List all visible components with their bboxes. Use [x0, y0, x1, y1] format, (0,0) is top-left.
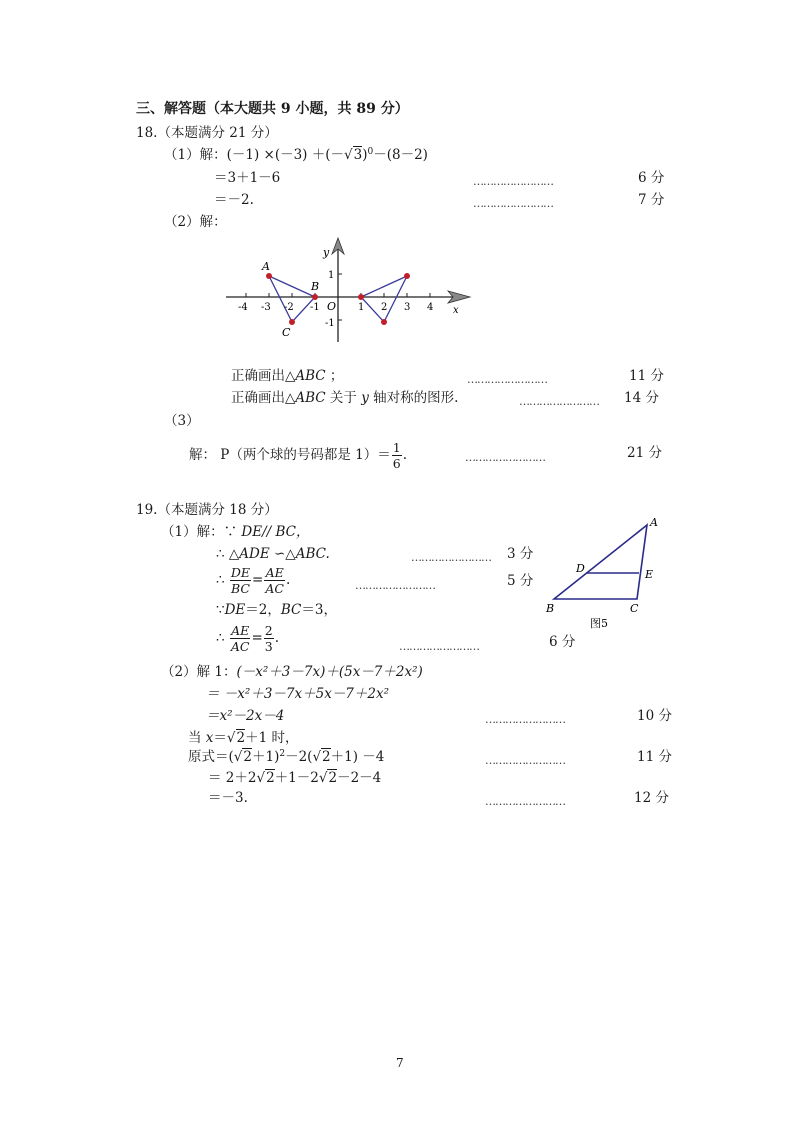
- therefore-symbol: ∴: [216, 571, 225, 588]
- q19-s4-mid: ＝2，: [245, 602, 281, 618]
- q19-s2-pre: ∴ △: [216, 546, 240, 562]
- q19-part2-label: （2）解 1：: [161, 664, 237, 680]
- q19-e5-dots: ……………………: [485, 754, 565, 767]
- vertex-c: [289, 319, 295, 325]
- q18-part3-line: 解： P（两个球的号码都是 1）＝ $\frac{1}{6}$ .: [189, 440, 408, 472]
- q18-draw1-pre: 正确画出△: [231, 368, 296, 384]
- vertex-a: [266, 273, 272, 279]
- origin-label: O: [327, 300, 337, 313]
- q18-draw2-score: 14 分: [624, 390, 659, 406]
- label-b: B: [311, 280, 320, 293]
- q19-e6-mid: ＋1－2: [274, 770, 319, 786]
- q19-e6-sqrt2: 2: [328, 770, 338, 786]
- q19-e5-post: ＋1) －4: [330, 749, 385, 765]
- x-tick-label-3: 3: [404, 302, 411, 313]
- q18-draw2-pre: 正确画出△: [231, 390, 296, 406]
- sqrt-symbol: √: [226, 730, 236, 746]
- y-tick-label-neg1: -1: [325, 318, 335, 329]
- q18-part1-expr-b: ): [362, 147, 368, 163]
- q19-e1: (－x²＋3－7x)＋(5x－7＋2x²): [236, 664, 423, 680]
- fig-label-b: B: [546, 602, 555, 615]
- q18-part1-sqrt: 3: [353, 147, 363, 163]
- q19-s2-abc: ABC.: [295, 546, 330, 562]
- y-axis-label: y: [323, 246, 330, 259]
- q19-e5: [188, 751, 384, 765]
- sqrt-symbol: √: [318, 770, 328, 786]
- section-title: 三、解答题（本大题共 9 小题，共 89 分）: [136, 101, 409, 117]
- q18-draw2-dots: ……………………: [519, 395, 599, 408]
- q19-s5-dots: ……………………: [399, 640, 479, 653]
- q19-s1: DE// BC，: [241, 524, 310, 540]
- q19-e3-dots: ……………………: [485, 713, 565, 726]
- x-tick-label-4: 4: [427, 302, 434, 313]
- vertex-a-reflected: [404, 273, 410, 279]
- q19-s4-bc: BC: [280, 602, 302, 618]
- q19-s3-score: 5 分: [507, 573, 534, 589]
- q18-draw2-post: 轴对称的图形.: [368, 390, 459, 406]
- triangle-abc: [269, 276, 315, 322]
- q18-part3-text: 解： P（两个球的号码都是 1）＝: [189, 446, 391, 463]
- q18-part1-line: [164, 149, 428, 163]
- fraction-denominator: AC: [265, 581, 284, 597]
- q19-s5: ∴ $\frac{AE}{AC}$ = $\frac{2}{3}$ .: [216, 623, 280, 655]
- q19-s4: [216, 604, 337, 618]
- fraction-numerator: DE: [230, 565, 251, 580]
- q19-s5-score: 6 分: [549, 634, 576, 650]
- q18-header: 18.（本题满分 21 分）: [136, 125, 278, 141]
- q18-step2-dots: ……………………: [473, 197, 553, 210]
- q19-e4-eq: ＝: [213, 730, 227, 746]
- q18-draw2-mid: 关于: [325, 390, 362, 406]
- label-a: A: [262, 260, 270, 273]
- q19-e4-sqrt: 2: [236, 730, 246, 746]
- q18-part1-expr-a: (－1) ×(－3) ＋(－: [226, 147, 345, 163]
- q19-fraction-2-3: [264, 624, 274, 653]
- fraction-denominator: AC: [230, 639, 250, 655]
- q18-step2-score: 7 分: [638, 192, 665, 208]
- q19-s4-pre: ∵: [216, 602, 225, 618]
- q19-e4: [188, 732, 299, 746]
- q18-step1-dots: ……………………: [473, 175, 553, 188]
- q19-e5-sup: 2: [279, 749, 286, 759]
- q19-e4-post: ＋1 时，: [245, 730, 299, 746]
- fig-label-c: C: [630, 602, 639, 615]
- q19-s2-dots: ……………………: [411, 551, 491, 564]
- q19-part2-line: [161, 666, 423, 680]
- q18-draw2-abc: ABC: [295, 390, 326, 406]
- q19-e4-pre: 当: [188, 730, 206, 746]
- vertex-b: [312, 294, 318, 300]
- q18-part3-fraction: [392, 441, 402, 470]
- figure-caption: 图5: [590, 617, 608, 630]
- x-tick-label-1: 1: [358, 302, 365, 313]
- q19-part1-line: [161, 526, 309, 540]
- q19-s4-post: ＝3，: [301, 602, 337, 618]
- fraction-denominator: 6: [392, 456, 401, 472]
- q19-e6-pre: ＝ 2＋2: [208, 770, 257, 786]
- q18-draw1-dots: ……………………: [467, 373, 547, 386]
- q19-e6-sqrt1: 2: [266, 770, 275, 786]
- q18-part1-expr-c: －(8－2): [373, 147, 428, 163]
- q19-e6-post: －2－4: [337, 770, 382, 786]
- x-axis-label: x: [453, 305, 459, 316]
- q18-part1-sup: 0: [367, 147, 374, 157]
- sqrt-symbol: √: [233, 749, 243, 765]
- coordinate-graph: [220, 234, 480, 346]
- figure-5-triangle: [540, 514, 670, 634]
- q18-step1-score: 6 分: [638, 170, 665, 186]
- fraction-denominator: 3: [264, 639, 273, 655]
- q19-s3-dots: ……………………: [355, 579, 435, 592]
- triangle-abc-reflected: [361, 276, 407, 322]
- page-number: 7: [396, 1056, 404, 1070]
- q19-e5-mid1: ＋1): [251, 749, 280, 765]
- x-tick-label-m2: -2: [284, 302, 294, 313]
- q19-fraction-ae-ac: [230, 624, 251, 653]
- q18-draw2-y: y: [361, 390, 369, 406]
- fraction-denominator: BC: [230, 581, 250, 597]
- q19-s2: [216, 548, 330, 562]
- y-tick-label-1: 1: [328, 270, 335, 281]
- therefore-symbol: ∴: [216, 629, 225, 646]
- x-tick-label-m3: -3: [261, 302, 271, 313]
- q18-draw2: [231, 392, 458, 406]
- x-tick-label-m4: -4: [238, 302, 248, 313]
- q18-part1-label: （1）解：: [164, 147, 227, 163]
- q19-s4-de: DE: [224, 602, 246, 618]
- sqrt-symbol: √: [312, 749, 322, 765]
- sqrt-symbol: √: [344, 147, 353, 163]
- q19-e3: ＝x²－2x－4: [206, 708, 285, 724]
- q19-e3-score: 10 分: [637, 708, 672, 724]
- q19-fraction-de-bc: [230, 566, 251, 595]
- x-tick-label-m1: -1: [310, 302, 320, 313]
- sqrt-symbol: √: [256, 770, 266, 786]
- q18-part3-score: 21 分: [627, 445, 662, 461]
- label-c: C: [282, 326, 291, 339]
- q19-e2: ＝ －x²＋3－7x＋5x－7＋2x²: [206, 686, 390, 702]
- q19-e5-sqrt2: 2: [322, 749, 331, 765]
- fig-label-a: A: [650, 516, 658, 529]
- vertex-b-reflected: [358, 294, 364, 300]
- q19-e6: [208, 772, 381, 786]
- q19-e5-mid2: －2(: [285, 749, 313, 765]
- q19-s2-mid: ∽△: [269, 546, 296, 562]
- q19-e5-sqrt1: 2: [243, 749, 252, 765]
- triangle-abc-figure: [554, 525, 647, 599]
- q18-part3-dots: ……………………: [465, 451, 545, 464]
- q18-draw1-score: 11 分: [629, 368, 664, 384]
- q19-s2-ade: ADE: [239, 546, 270, 562]
- q19-e4-x: x: [205, 730, 214, 746]
- q18-draw1-abc: ABC: [295, 368, 326, 384]
- q19-s3: ∴ $\frac{DE}{BC}$ = $\frac{AE}{AC}$ .: [216, 565, 291, 597]
- q19-e5-score: 11 分: [637, 749, 672, 765]
- q18-draw1-post: ；: [325, 368, 344, 384]
- q18-part3-label: （3）: [164, 413, 200, 429]
- q19-e7: ＝－3.: [208, 790, 248, 806]
- q19-fraction-ae-ac: [264, 566, 285, 595]
- q18-step2: ＝－2.: [214, 192, 254, 208]
- q18-draw1: [231, 370, 343, 384]
- fraction-numerator: 1: [392, 440, 401, 455]
- fraction-numerator: AE: [265, 565, 284, 580]
- q19-header: 19.（本题满分 18 分）: [136, 502, 278, 518]
- fraction-numerator: 2: [264, 623, 273, 638]
- q19-e5-pre: 原式＝(: [188, 749, 234, 765]
- q19-e7-dots: ……………………: [485, 795, 565, 808]
- fig-label-d: D: [576, 562, 585, 575]
- q18-part2-label: （2）解：: [164, 214, 227, 230]
- q19-s2-score: 3 分: [507, 546, 534, 562]
- fig-label-e: E: [645, 568, 654, 581]
- x-tick-label-2: 2: [381, 302, 388, 313]
- q19-part1-label: （1）解：∵: [161, 524, 242, 540]
- vertex-c-reflected: [381, 319, 387, 325]
- q18-step1: ＝3＋1－6: [214, 170, 281, 186]
- q19-e7-score: 12 分: [634, 790, 669, 806]
- fraction-numerator: AE: [231, 623, 250, 638]
